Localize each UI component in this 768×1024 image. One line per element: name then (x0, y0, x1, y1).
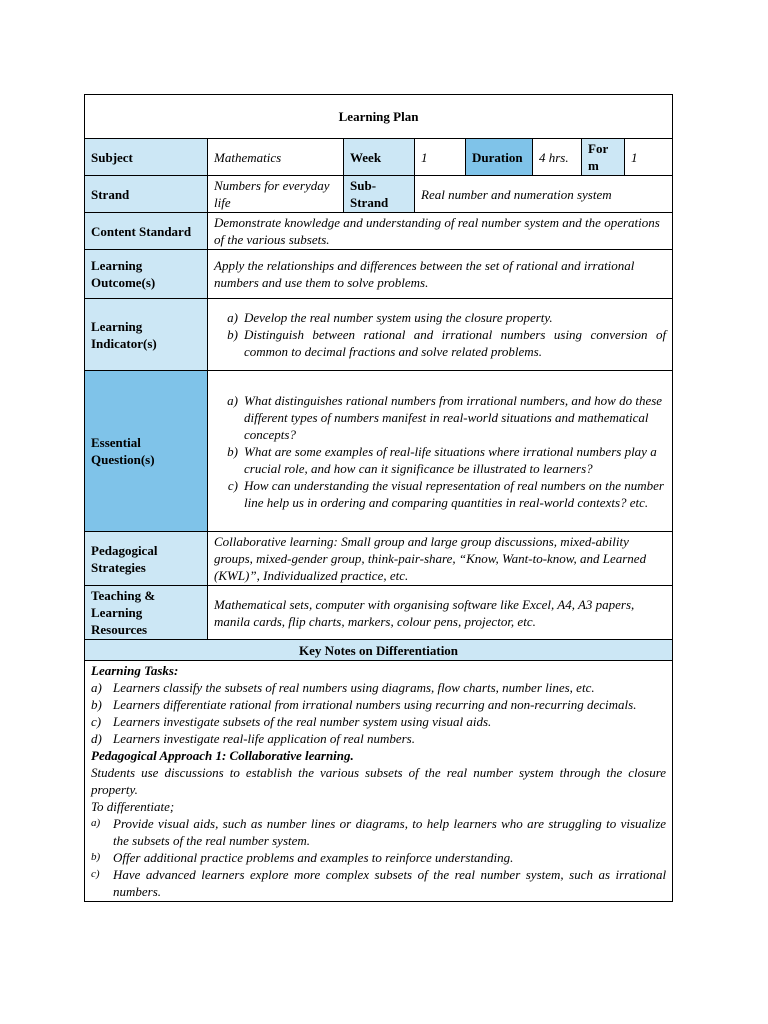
resources-value: Mathematical sets, computer with organising software like Excel, A4, A3 papers, manila cards, flip charts, markers, colour pens, projector, etc. (208, 586, 673, 640)
question-item: b) What are some examples of real-life situations where irrational numbers play a crucial role, and how can it significance be illustrated to learners? (227, 443, 657, 476)
form-label: Form (582, 139, 625, 176)
key-notes-heading-row (85, 640, 673, 661)
list-item: b) Learners differentiate rational from irrational numbers using recurring and non-recurring decimals. (91, 697, 637, 712)
question-item: c) How can understanding the visual representation of real numbers on the number line help us in ordering and comparing quantities in real-world contexts? etc. (227, 477, 664, 510)
essential-question-list (208, 371, 673, 532)
resources-row (85, 586, 673, 640)
learning-tasks-heading: Learning Tasks: (91, 663, 179, 678)
strand-row (85, 176, 673, 213)
strand-value: Numbers for everyday life (208, 176, 344, 213)
content-standard-label: Content Standard (85, 213, 208, 250)
learning-outcome-label: Learning Outcome(s) (85, 250, 208, 299)
key-notes-body (85, 661, 673, 902)
key-notes-row (85, 661, 673, 902)
learning-indicator-row (85, 299, 673, 371)
list-item: a) Provide visual aids, such as number lines or diagrams, to help learners who are struggling to visualize the subsets of the real number system. (91, 816, 667, 848)
question-item: a) What distinguishes rational numbers from irrational numbers, and how do these different types of numbers manifest in real-world situations and mathematical concepts? (227, 392, 663, 442)
sub-strand-value: Real number and numeration system (415, 176, 673, 213)
learning-indicator-list (208, 299, 673, 371)
strand-label: Strand (85, 176, 208, 213)
approach-heading: Pedagogical Approach 1: Collaborative learning. (91, 748, 354, 763)
learning-outcome-row (85, 250, 673, 299)
indicator-item: a) Develop the real number system using the closure property. (227, 310, 553, 325)
essential-question-row (85, 371, 673, 532)
differentiate-list (91, 815, 666, 900)
essential-question-label: Essential Question(s) (85, 371, 208, 532)
key-notes-heading: Key Notes on Differentiation (85, 640, 673, 661)
learning-tasks-list (91, 679, 666, 747)
duration-value: 4 hrs. (533, 139, 582, 176)
learning-indicator-label: Learning Indicator(s) (85, 299, 208, 371)
content-standard-row (85, 213, 673, 250)
learning-plan-table (84, 94, 673, 902)
sub-strand-label: Sub-Strand (344, 176, 415, 213)
duration-label: Duration (466, 139, 533, 176)
form-value: 1 (625, 139, 673, 176)
pedagogical-row (85, 532, 673, 586)
list-item: b) Offer additional practice problems and examples to reinforce understanding. (91, 850, 514, 865)
list-item: d) Learners investigate real-life application of real numbers. (91, 731, 415, 746)
differentiate-heading: To differentiate; (91, 799, 175, 814)
pedagogical-label: Pedagogical Strategies (85, 532, 208, 586)
subject-value: Mathematics (208, 139, 344, 176)
learning-outcome-value: Apply the relationships and differences between the set of rational and irrational numbers and use them to solve problems. (208, 250, 673, 299)
list-item: c) Learners investigate subsets of the real number system using visual aids. (91, 714, 492, 729)
week-value: 1 (415, 139, 466, 176)
approach-text: Students use discussions to establish the various subsets of the real number system through the closure property. (91, 765, 667, 797)
pedagogical-value: Collaborative learning: Small group and large group discussions, mixed-ability groups, mixed-gender group, think-pair-share, “Know, Want-to-know, and Learned (KWL)”, Individualized practice, etc. (208, 532, 673, 586)
page-title: Learning Plan (85, 95, 673, 139)
week-label: Week (344, 139, 415, 176)
subject-label: Subject (85, 139, 208, 176)
title-row (85, 95, 673, 139)
content-standard-value: Demonstrate knowledge and understanding of real number system and the operations of the various subsets. (208, 213, 673, 250)
subject-row (85, 139, 673, 176)
resources-label: Teaching & Learning Resources (85, 586, 208, 640)
list-item: c) Have advanced learners explore more complex subsets of the real number system, such as irrational numbers. (91, 867, 667, 899)
indicator-item: b) Distinguish between rational and irrational numbers using conversion of common to decimal fractions and solve related problems. (227, 327, 667, 359)
list-item: a) Learners classify the subsets of real numbers using diagrams, flow charts, number lines, etc. (91, 680, 595, 695)
